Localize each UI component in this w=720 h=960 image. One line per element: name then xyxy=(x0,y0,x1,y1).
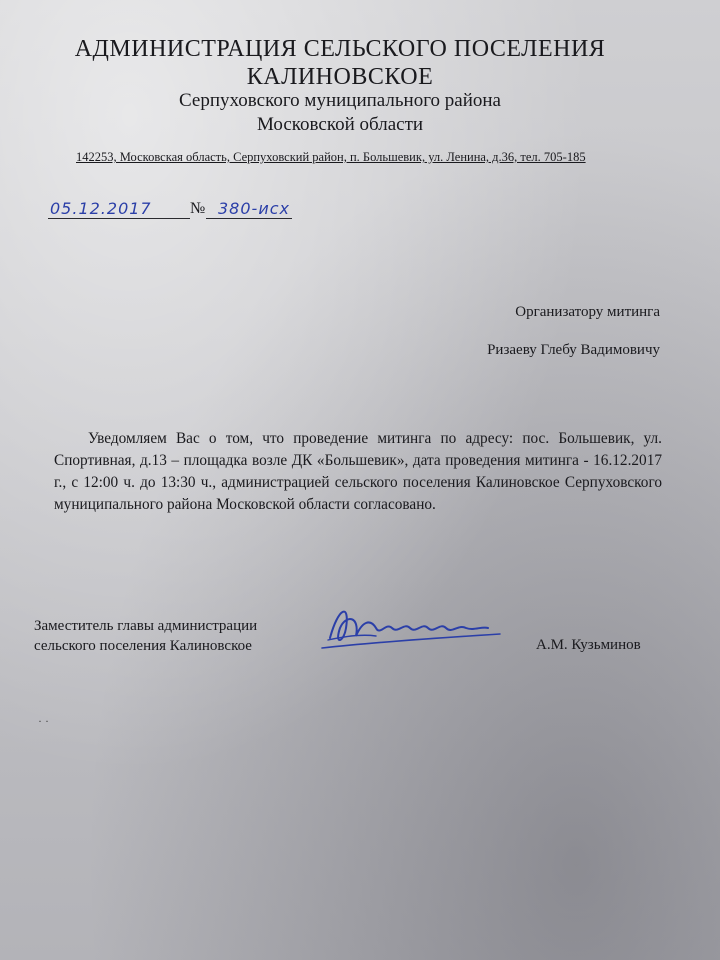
handwritten-signature xyxy=(316,598,506,658)
signatory-position-line2: сельского поселения Калиновское xyxy=(34,638,252,654)
notification-body: Уведомляем Вас о том, что проведение митинга по адресу: пос. Большевик, ул. Спортивная, д.13 – площадка возле ДК «Большевик», дата проведения митинга - 16.12.2017 г., с 12:00 ч. до 13:30 ч., администрацией сельского поселения Калиновское Серпуховского муниципального района Московской области согласовано. xyxy=(54,430,662,513)
letterhead-address: 142253, Московская область, Серпуховский район, п. Большевик, ул. Ленина, д.36, тел. 705-185 xyxy=(76,150,586,164)
letterhead-title-line2: КАЛИНОВСКОЕ xyxy=(246,64,434,90)
number-sign: № xyxy=(190,200,206,217)
signatory-position xyxy=(34,616,257,656)
recipient-name: Ризаеву Глебу Вадимовичу xyxy=(487,342,660,358)
margin-mark: · · xyxy=(38,714,49,728)
date-underline xyxy=(48,218,190,219)
signatory-name: А.М. Кузьминов xyxy=(536,637,641,653)
registration-number: 380-исх xyxy=(218,199,290,218)
recipient-title: Организатору митинга xyxy=(515,304,660,320)
number-underline xyxy=(206,218,292,219)
letterhead-region: Московской области xyxy=(256,114,424,135)
registration-date: 05.12.2017 xyxy=(50,199,152,218)
letterhead-title-line1: АДМИНИСТРАЦИЯ СЕЛЬСКОГО ПОСЕЛЕНИЯ xyxy=(74,36,606,62)
signatory-position-line1: Заместитель главы администрации xyxy=(34,618,258,634)
letterhead-district: Серпуховского муниципального района xyxy=(179,90,501,111)
